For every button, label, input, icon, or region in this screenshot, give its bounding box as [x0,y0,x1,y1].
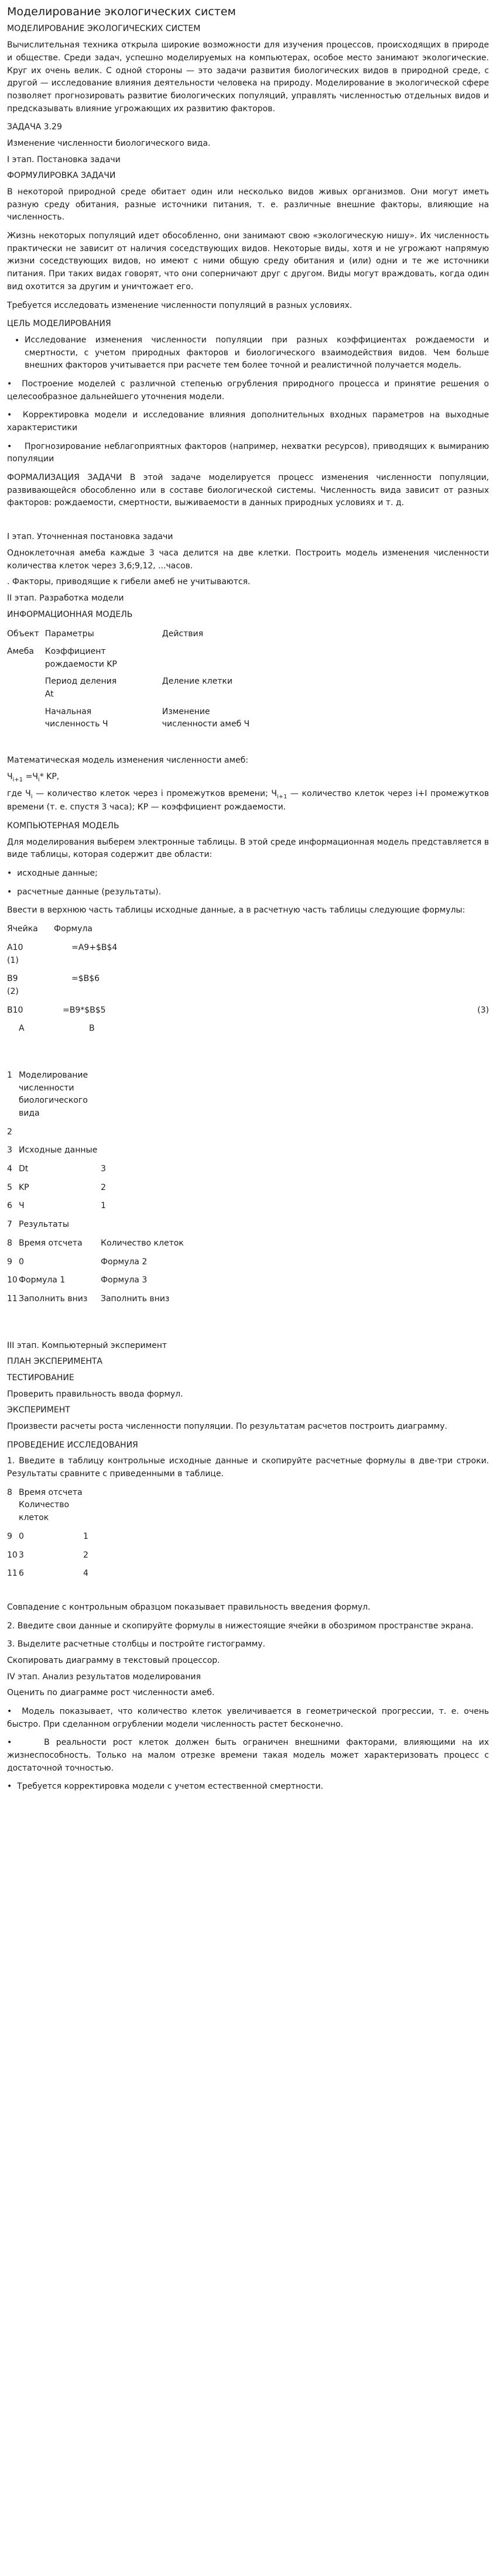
analysis-point: • В реальности рост клеток должен быть ограничен внешними факторами, влияющими на их жизнеспособность. Только на малом отрезке времени такая модель может характеризовать процесс с достаточной точностью. [7,1738,489,1773]
intro-paragraph: Вычислительная техника открыла широкие возможности для изучения процессов, происходящих в природе и обществе. Среди задач, успешно моделируемых на компьютерах, особое место занимают экологические. Круг их очень велик. С одной стороны — это задачи развития биологических видов в природной среде, с другой — исследование влияния деятельности человека на природу. Моделирование в экологической сфере позволяет прогнозировать развитие биологических популяций, управлять численностью отдельных видов и предсказывать влияние угрожающих их развитию факторов. [7,40,489,114]
table-cell: 9 [7,1257,12,1267]
math-model-heading: Математическая модель изменения численности амеб: [7,756,248,766]
formalization-paragraph: ФОРМАЛИЗАЦИЯ ЗАДАЧИ В этой задаче моделируется процесс изменения численности популяции, развивающейся обособленно или в составе биологической системы. Численность вида зависит от разных факторов: рождаемости, смертности, выживаемости в данных природных условиях и т. д. [7,473,489,508]
table-cell [101,1219,276,1232]
task-name: Изменение численности биологического вида. [7,138,211,148]
check-rows [7,1487,489,1580]
refined-paragraph: . Факторы, приводящие к гибели амеб не учитываются. [7,577,251,587]
table-cell: Формула 3 [101,1275,148,1285]
task-number: ЗАДАЧА 3.29 [7,122,62,132]
analysis-point: • Требуется корректировка модели с учетом естественной смертности. [7,1782,324,1792]
formula-number: (3) [477,1005,489,1015]
research-heading: ПРОВЕДЕНИЕ ИССЛЕДОВАНИЯ [7,1440,138,1450]
table-cell: 3 [19,1550,24,1560]
plan-heading: ПЛАН ЭКСПЕРИМЕНТА [7,1357,102,1367]
table-row [7,1293,489,1306]
formula-row [7,942,489,967]
table-row [7,1487,489,1525]
list-item: • исходные данные; [7,869,98,879]
table-cell: 10 [7,1550,18,1560]
research-step: 1. Введите в таблицу контрольные исходные данные и скопируйте расчетные формулы в две-три строки. Результаты сравните с приведенными в таблице. [7,1456,489,1479]
formula: $Ч_{i+1} =Ч_i*$ KP, [7,771,60,783]
table-cell: 2 [83,1550,88,1560]
table-cell: Ч [19,1201,25,1211]
testing-text: Проверить правильность ввода формул. [7,1389,183,1399]
table-cell: KP [19,1182,29,1192]
table-cell [19,1126,101,1139]
goal-point-text: Построение моделей с различной степенью огрубления природного процесса и принятие решения о целесообразное дальнейшего уточнения модели. [7,379,489,402]
formula-explanation: где $Ч_i$ — количество клеток через i промежутков времени; $Ч_{i+1}$ — количество клеток через i+I промежутков времени (т. е. спустя 3 часа); КР — коэффициент рождаемости. [7,789,490,812]
table-cell: Коэффициент рождаемости KP [45,646,117,669]
analysis-point: • Модель показывает, что количество клеток увеличивается в геометрической прогрессии, т. е. очень быстро. При сделанном огрублении модели численность растет бесконечно. [7,1707,489,1729]
table-row [7,1144,489,1157]
cell-formula: =$B$6 [71,974,100,984]
table-row [7,1549,489,1562]
list-item: • расчетные данные (результаты). [7,887,162,897]
table-cell: Изменение численности амеб Ч [162,706,250,729]
table-row [7,1126,489,1139]
table-cell: Исходные данные [19,1145,98,1155]
computer-model-paragraph: Ввести в верхнюю часть таблицы исходные данные, а в расчетную часть таблицы следующие формулы: [7,905,466,915]
table-row [7,1237,489,1250]
formulas-header [7,923,489,936]
table-row [7,1256,489,1269]
table-row [7,1163,489,1176]
table-cell: 3 [7,1145,12,1155]
formulation-paragraph: В некоторой природной среде обитает один или несколько видов живых организмов. Они могут иметь разную среду обитания, разные источники питания, т. е. различные внешние факторы, влияющие на численность. [7,187,489,222]
computer-model-paragraph: Для моделирования выберем электронные таблицы. В этой среде информационная модель представляется в виде таблицы, которая содержит две области: [7,837,489,860]
table-cell: 1 [83,1531,88,1541]
table-row [7,674,262,704]
table-header-cell: Действия [162,629,204,639]
formulation-heading: ФОРМУЛИРОВКА ЗАДАЧИ [7,171,116,181]
formula-row [7,1004,489,1017]
goal-bullet: • Исследование изменения численности популяции при разных коэффициентах рождаемости и смертности, с учетом природных факторов и биологического взаимодействия видов. Чем больше внешних факторов учитывается при расчете тем более точной и реалистичной получается модель. [25,334,489,372]
research-text: Совпадение с контрольным образцом показывает правильность введения формул. [7,1602,371,1612]
column-header: Ячейка [7,924,38,934]
table-cell: 5 [7,1182,12,1192]
refined-paragraph: Одноклеточная амеба каждые 3 часа делится на две клетки. Построить модель изменения численности количества клеток через 3,6;9,12, ...часов. [7,548,489,571]
table-row [7,644,262,674]
table-row [7,627,262,644]
table-cell [127,644,262,674]
table-cell [101,1144,276,1157]
stage-3-heading: III этап. Компьютерный эксперимент [7,1340,167,1350]
table-cell: 9 [7,1531,12,1541]
table-cell: 6 [7,1201,12,1211]
goal-point-text: Корректировка модели и исследование влияния дополнительных входных параметров на выходные характеристики [7,410,489,433]
columns-header [7,1023,489,1035]
table-cell: 0 [19,1257,24,1267]
table-cell: Количество клеток [101,1238,184,1248]
table-cell: Деление клетки [162,677,232,687]
cell-ref: B10 [7,1005,23,1015]
testing-heading: ТЕСТИРОВАНИЕ [7,1373,74,1383]
computer-model-heading: КОМПЬЮТЕРНАЯ МОДЕЛЬ [7,821,119,831]
table-cell [83,1487,200,1525]
table-cell: Период деления At [45,677,117,699]
formula-row [7,973,489,998]
research-text: Скопировать диаграмму в текстовый процессор. [7,1655,220,1665]
stage-4-heading: IV этап. Анализ результатов моделирования [7,1672,201,1682]
table-row [7,1200,489,1213]
analysis-text: Оценить по диаграмме рост численности амеб. [7,1688,215,1698]
table-cell: 10 [7,1275,18,1285]
stage-1-refined-heading: I этап. Уточненная постановка задачи [7,532,173,542]
table-header-cell: Параметры [45,629,94,639]
table-row [7,705,262,735]
table-cell: Формула 2 [101,1257,148,1267]
table-cell: Заполнить вниз [19,1294,88,1304]
cell-formula: =A9+$B$4 [71,942,118,952]
table-cell: 1 [101,1201,106,1211]
table-row [7,1069,489,1120]
table-cell: Время отсчета [19,1238,83,1248]
table-cell: 8 [7,1238,12,1248]
table-cell: 7 [7,1220,12,1230]
table-row [7,1531,489,1543]
stage-1-heading: I этап. Постановка задачи [7,155,121,164]
table-cell [101,1069,276,1120]
table-cell: 6 [19,1569,24,1579]
table-cell: 4 [7,1164,12,1174]
experiment-heading: ЭКСПЕРИМЕНТ [7,1405,70,1415]
table-cell: 11 [7,1569,18,1579]
goal-point-text: Прогнозирование неблагоприятных факторов (например, нехватки ресурсов), приводящих к вымиранию популяции [7,441,489,464]
table-row [7,1274,489,1287]
table-cell: 8 [7,1487,12,1497]
stage-2-heading: II этап. Разработка модели [7,593,124,603]
formulation-paragraph: Требуется исследовать изменение численности популяций в разных условиях. [7,300,353,310]
cell-ref: A10 (1) [7,942,23,965]
table-cell: Амеба [7,646,34,656]
column-header: B [89,1024,95,1034]
table-cell: Формула 1 [19,1275,66,1285]
table-cell: Dt [19,1164,29,1174]
cell-ref: B9 (2) [7,974,19,996]
table-cell: Время отсчета Количество клеток [19,1487,83,1523]
spreadsheet-rows [7,1069,489,1306]
research-step: 2. Введите свои данные и скопируйте формулы в нижестоящие ячейки в обозримом пространстве экрана. [7,1621,474,1631]
table-row [7,1219,489,1232]
page-title: Моделирование экологических систем [7,5,236,18]
table-cell: 0 [19,1531,24,1541]
table-cell: 2 [101,1182,106,1192]
table-cell: 4 [83,1569,88,1579]
table-cell: Начальная численность Ч [45,706,108,729]
research-step: 3. Выделите расчетные столбцы и постройте гистограмму. [7,1639,265,1649]
table-cell: 1 [7,1070,12,1080]
table-cell: 3 [101,1164,106,1174]
info-model-table [7,627,262,735]
table-cell: Заполнить вниз [101,1294,170,1304]
goal-point: • Прогнозирование неблагоприятных факторов (например, нехватки ресурсов), приводящих к вымиранию популяции [7,441,489,464]
table-cell: 11 [7,1294,18,1304]
table-cell: Результаты [19,1220,69,1230]
column-header: A [19,1024,25,1034]
experiment-text: Произвести расчеты роста численности популяции. По результатам расчетов построить диаграмму. [7,1422,447,1432]
goal-list [7,334,489,372]
table-cell: 2 [7,1127,12,1137]
table-cell [101,1126,276,1139]
goal-heading: ЦЕЛЬ МОДЕЛИРОВАНИЯ [7,319,111,329]
cell-formula: =B9*$B$5 [63,1005,106,1015]
goal-point: • Построение моделей с различной степенью огрубления природного процесса и принятие решения о целесообразное дальнейшего уточнения модели. [7,379,489,402]
table-row [7,1182,489,1195]
table-cell: Моделирование численности биологического вида [19,1070,88,1119]
table-row [7,1567,489,1580]
subtitle: МОДЕЛИРОВАНИЕ ЭКОЛОГИЧЕСКИХ СИСТЕМ [7,24,201,34]
column-header: Формула [54,924,93,934]
table-header-cell: Объект [7,629,39,639]
goal-point: • Корректировка модели и исследование влияния дополнительных входных параметров на выходные характеристики [7,410,489,433]
info-model-heading: ИНФОРМАЦИОННАЯ МОДЕЛЬ [7,609,133,619]
formulation-paragraph: Жизнь некоторых популяций идет обособленно, они занимают свою «экологическую нишу». Их численность практически не зависит от наличия соседствующих видов. Некоторые виды, хотя и не угрожают напрямую жизни соседствующих видов, но имеют с ними общую среду обитания и (или) одни и те же источники питания. При таких видах говорят, что они соперничают друг с другом. Виды могут враждовать, когда один вид охотится за другим и уничтожает его. [7,231,489,291]
